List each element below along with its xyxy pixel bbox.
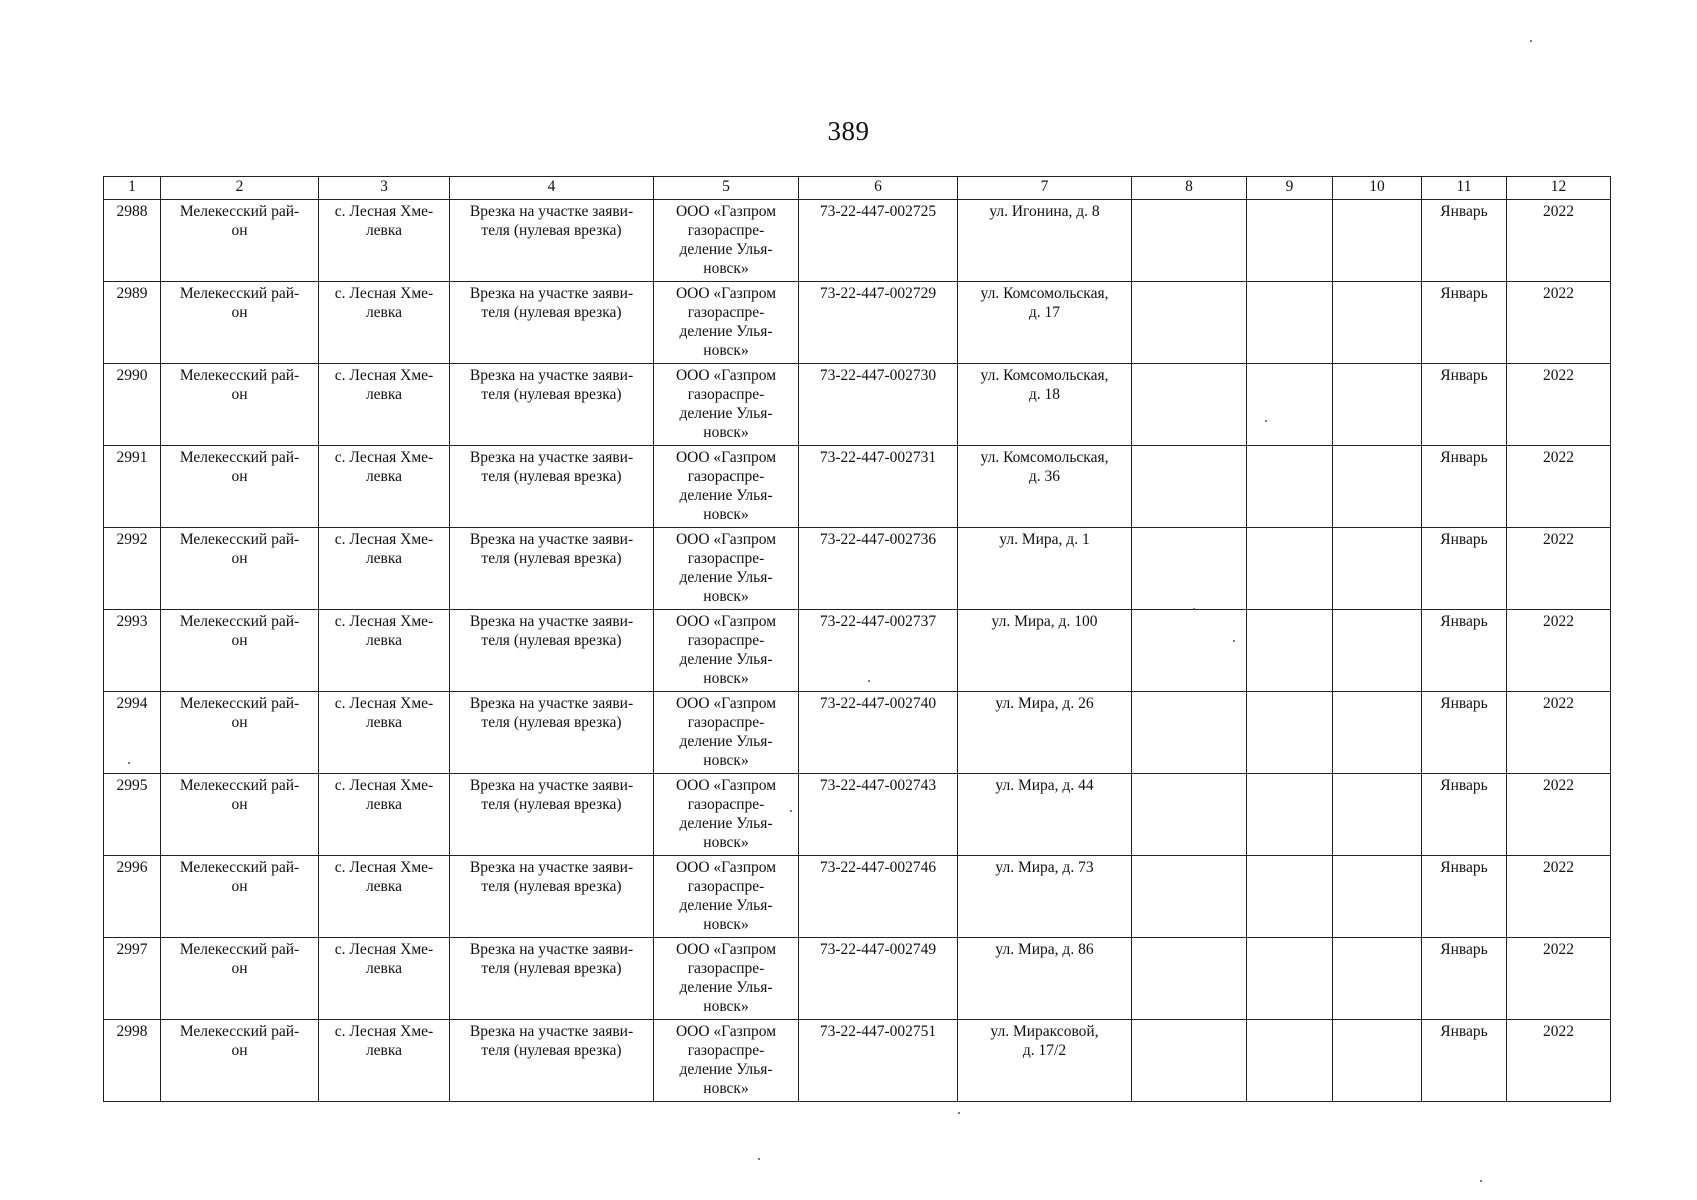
organization-cell: ООО «Газпром газораспре- деление Улья- новск»: [654, 200, 799, 282]
column-9-cell: [1247, 446, 1333, 528]
registry-table: [103, 176, 1611, 1102]
column-9-cell: [1247, 692, 1333, 774]
locality-cell: с. Лесная Хме- левка: [319, 774, 450, 856]
table-row: [104, 282, 1611, 364]
column-10-cell: [1333, 610, 1422, 692]
row-number: 2993: [104, 610, 161, 692]
column-header: 9: [1247, 177, 1333, 200]
address-cell: ул. Комсомольская, д. 36: [958, 446, 1132, 528]
column-header: 5: [654, 177, 799, 200]
column-9-cell: [1247, 364, 1333, 446]
work-type-cell: Врезка на участке заяви- теля (нулевая врезка): [450, 364, 654, 446]
row-number: 2992: [104, 528, 161, 610]
scan-speck: [790, 810, 792, 812]
year-cell: 2022: [1507, 856, 1611, 938]
locality-cell: с. Лесная Хме- левка: [319, 692, 450, 774]
column-9-cell: [1247, 1020, 1333, 1102]
work-type-cell: Врезка на участке заяви- теля (нулевая врезка): [450, 528, 654, 610]
work-type-cell: Врезка на участке заяви- теля (нулевая врезка): [450, 774, 654, 856]
column-8-cell: [1132, 1020, 1247, 1102]
month-cell: Январь: [1422, 282, 1507, 364]
month-cell: Январь: [1422, 528, 1507, 610]
locality-cell: с. Лесная Хме- левка: [319, 610, 450, 692]
row-number: 2991: [104, 446, 161, 528]
year-cell: 2022: [1507, 692, 1611, 774]
district-cell: Мелекесский рай- он: [161, 856, 319, 938]
table-body: [104, 200, 1611, 1102]
organization-cell: ООО «Газпром газораспре- деление Улья- новск»: [654, 692, 799, 774]
column-header: 12: [1507, 177, 1611, 200]
work-type-cell: Врезка на участке заяви- теля (нулевая врезка): [450, 692, 654, 774]
district-cell: Мелекесский рай- он: [161, 1020, 319, 1102]
row-number: 2995: [104, 774, 161, 856]
table-row: [104, 446, 1611, 528]
year-cell: 2022: [1507, 610, 1611, 692]
column-header: 10: [1333, 177, 1422, 200]
organization-cell: ООО «Газпром газораспре- деление Улья- новск»: [654, 364, 799, 446]
column-header: 2: [161, 177, 319, 200]
work-type-cell: Врезка на участке заяви- теля (нулевая врезка): [450, 610, 654, 692]
table-row: [104, 610, 1611, 692]
column-header: 3: [319, 177, 450, 200]
work-type-cell: Врезка на участке заяви- теля (нулевая врезка): [450, 1020, 654, 1102]
locality-cell: с. Лесная Хме- левка: [319, 938, 450, 1020]
column-10-cell: [1333, 446, 1422, 528]
column-header: 4: [450, 177, 654, 200]
object-code-cell: 73-22-447-002737: [799, 610, 958, 692]
address-cell: ул. Мира, д. 86: [958, 938, 1132, 1020]
column-10-cell: [1333, 364, 1422, 446]
organization-cell: ООО «Газпром газораспре- деление Улья- новск»: [654, 282, 799, 364]
year-cell: 2022: [1507, 1020, 1611, 1102]
column-9-cell: [1247, 528, 1333, 610]
column-8-cell: [1132, 610, 1247, 692]
page-number: 389: [827, 116, 870, 146]
year-cell: 2022: [1507, 200, 1611, 282]
locality-cell: с. Лесная Хме- левка: [319, 528, 450, 610]
column-header: 1: [104, 177, 161, 200]
object-code-cell: 73-22-447-002730: [799, 364, 958, 446]
column-9-cell: [1247, 610, 1333, 692]
address-cell: ул. Мира, д. 1: [958, 528, 1132, 610]
column-8-cell: [1132, 692, 1247, 774]
column-8-cell: [1132, 200, 1247, 282]
row-number: 2988: [104, 200, 161, 282]
locality-cell: с. Лесная Хме- левка: [319, 856, 450, 938]
year-cell: 2022: [1507, 364, 1611, 446]
address-cell: ул. Игонина, д. 8: [958, 200, 1132, 282]
month-cell: Январь: [1422, 1020, 1507, 1102]
scan-speck: [1265, 420, 1267, 422]
table-row: [104, 200, 1611, 282]
address-cell: ул. Комсомольская, д. 18: [958, 364, 1132, 446]
month-cell: Январь: [1422, 856, 1507, 938]
month-cell: Январь: [1422, 938, 1507, 1020]
object-code-cell: 73-22-447-002751: [799, 1020, 958, 1102]
month-cell: Январь: [1422, 200, 1507, 282]
row-number: 2989: [104, 282, 161, 364]
column-8-cell: [1132, 282, 1247, 364]
object-code-cell: 73-22-447-002749: [799, 938, 958, 1020]
scan-speck: [868, 680, 870, 682]
column-10-cell: [1333, 528, 1422, 610]
column-8-cell: [1132, 528, 1247, 610]
year-cell: 2022: [1507, 446, 1611, 528]
column-8-cell: [1132, 774, 1247, 856]
organization-cell: ООО «Газпром газораспре- деление Улья- новск»: [654, 528, 799, 610]
work-type-cell: Врезка на участке заяви- теля (нулевая врезка): [450, 446, 654, 528]
column-9-cell: [1247, 774, 1333, 856]
scan-speck: [958, 1112, 960, 1114]
address-cell: ул. Мира, д. 44: [958, 774, 1132, 856]
column-8-cell: [1132, 938, 1247, 1020]
district-cell: Мелекесский рай- он: [161, 364, 319, 446]
month-cell: Январь: [1422, 774, 1507, 856]
scan-speck: [758, 1158, 760, 1160]
column-header: 6: [799, 177, 958, 200]
object-code-cell: 73-22-447-002746: [799, 856, 958, 938]
scan-speck: [128, 762, 130, 764]
row-number: 2997: [104, 938, 161, 1020]
work-type-cell: Врезка на участке заяви- теля (нулевая врезка): [450, 856, 654, 938]
row-number: 2994: [104, 692, 161, 774]
address-cell: ул. Комсомольская, д. 17: [958, 282, 1132, 364]
column-8-cell: [1132, 856, 1247, 938]
organization-cell: ООО «Газпром газораспре- деление Улья- новск»: [654, 938, 799, 1020]
column-9-cell: [1247, 282, 1333, 364]
column-10-cell: [1333, 282, 1422, 364]
locality-cell: с. Лесная Хме- левка: [319, 364, 450, 446]
scan-speck: [1530, 40, 1532, 42]
district-cell: Мелекесский рай- он: [161, 200, 319, 282]
column-header: 7: [958, 177, 1132, 200]
month-cell: Январь: [1422, 446, 1507, 528]
table-row: [104, 364, 1611, 446]
row-number: 2990: [104, 364, 161, 446]
district-cell: Мелекесский рай- он: [161, 938, 319, 1020]
address-cell: ул. Мираксовой, д. 17/2: [958, 1020, 1132, 1102]
object-code-cell: 73-22-447-002725: [799, 200, 958, 282]
column-10-cell: [1333, 692, 1422, 774]
address-cell: ул. Мира, д. 26: [958, 692, 1132, 774]
district-cell: Мелекесский рай- он: [161, 610, 319, 692]
object-code-cell: 73-22-447-002729: [799, 282, 958, 364]
row-number: 2996: [104, 856, 161, 938]
column-9-cell: [1247, 856, 1333, 938]
column-10-cell: [1333, 200, 1422, 282]
scan-speck: [1233, 640, 1235, 642]
scan-speck: [1193, 608, 1195, 610]
address-cell: ул. Мира, д. 100: [958, 610, 1132, 692]
table-row: [104, 856, 1611, 938]
column-header: 8: [1132, 177, 1247, 200]
year-cell: 2022: [1507, 774, 1611, 856]
row-number: 2998: [104, 1020, 161, 1102]
column-10-cell: [1333, 774, 1422, 856]
column-9-cell: [1247, 938, 1333, 1020]
work-type-cell: Врезка на участке заяви- теля (нулевая врезка): [450, 282, 654, 364]
locality-cell: с. Лесная Хме- левка: [319, 200, 450, 282]
organization-cell: ООО «Газпром газораспре- деление Улья- новск»: [654, 610, 799, 692]
locality-cell: с. Лесная Хме- левка: [319, 446, 450, 528]
month-cell: Январь: [1422, 364, 1507, 446]
district-cell: Мелекесский рай- он: [161, 446, 319, 528]
district-cell: Мелекесский рай- он: [161, 774, 319, 856]
table-row: [104, 692, 1611, 774]
column-8-cell: [1132, 364, 1247, 446]
district-cell: Мелекесский рай- он: [161, 282, 319, 364]
work-type-cell: Врезка на участке заяви- теля (нулевая врезка): [450, 200, 654, 282]
column-10-cell: [1333, 938, 1422, 1020]
column-10-cell: [1333, 1020, 1422, 1102]
column-10-cell: [1333, 856, 1422, 938]
year-cell: 2022: [1507, 282, 1611, 364]
organization-cell: ООО «Газпром газораспре- деление Улья- новск»: [654, 774, 799, 856]
organization-cell: ООО «Газпром газораспре- деление Улья- новск»: [654, 856, 799, 938]
locality-cell: с. Лесная Хме- левка: [319, 1020, 450, 1102]
address-cell: ул. Мира, д. 73: [958, 856, 1132, 938]
organization-cell: ООО «Газпром газораспре- деление Улья- новск»: [654, 446, 799, 528]
table-row: [104, 528, 1611, 610]
object-code-cell: 73-22-447-002736: [799, 528, 958, 610]
table-row: [104, 938, 1611, 1020]
work-type-cell: Врезка на участке заяви- теля (нулевая врезка): [450, 938, 654, 1020]
district-cell: Мелекесский рай- он: [161, 528, 319, 610]
table-row: [104, 1020, 1611, 1102]
column-header: 11: [1422, 177, 1507, 200]
month-cell: Январь: [1422, 610, 1507, 692]
month-cell: Январь: [1422, 692, 1507, 774]
scan-speck: [1480, 1180, 1482, 1182]
year-cell: 2022: [1507, 938, 1611, 1020]
year-cell: 2022: [1507, 528, 1611, 610]
column-8-cell: [1132, 446, 1247, 528]
object-code-cell: 73-22-447-002740: [799, 692, 958, 774]
locality-cell: с. Лесная Хме- левка: [319, 282, 450, 364]
object-code-cell: 73-22-447-002731: [799, 446, 958, 528]
district-cell: Мелекесский рай- он: [161, 692, 319, 774]
object-code-cell: 73-22-447-002743: [799, 774, 958, 856]
table-row: [104, 774, 1611, 856]
header-row: [104, 177, 1611, 200]
column-9-cell: [1247, 200, 1333, 282]
organization-cell: ООО «Газпром газораспре- деление Улья- новск»: [654, 1020, 799, 1102]
